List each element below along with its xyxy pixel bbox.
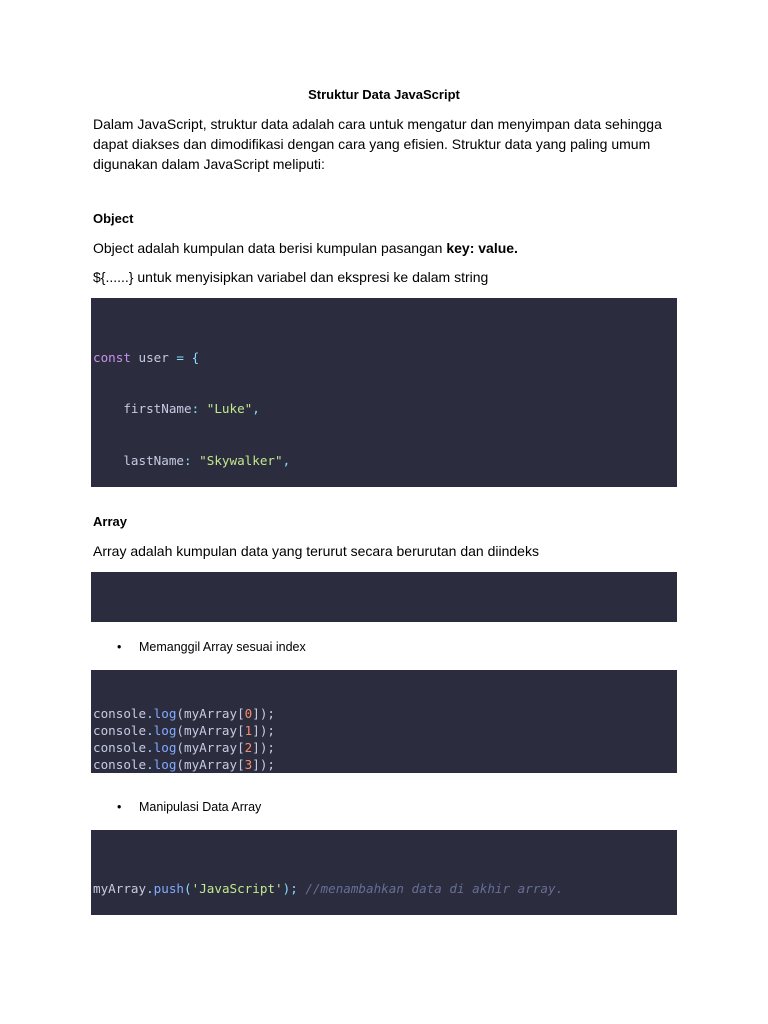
bullet-text: Manipulasi Data Array <box>139 800 262 814</box>
code-line <box>91 400 677 417</box>
code-token: log <box>153 740 177 756</box>
code-token: . <box>146 880 154 896</box>
code-token: , <box>282 453 291 469</box>
code-token: . <box>146 757 154 773</box>
code-token: 2 <box>244 740 253 756</box>
code-token: 'JavaScript' <box>191 880 283 896</box>
code-line <box>91 705 677 722</box>
code-token: "Skywalker" <box>199 453 283 469</box>
array-index-code-block <box>91 670 677 773</box>
code-token: "Luke" <box>206 401 253 417</box>
object-description <box>93 238 673 258</box>
code-token: log <box>153 722 177 738</box>
code-token: , <box>252 401 260 417</box>
code-token: console <box>93 722 147 738</box>
array-code-block <box>91 572 677 622</box>
document-title: Struktur Data JavaScript <box>308 87 460 102</box>
code-token: 3 <box>244 757 253 773</box>
template-literal-note: ${......} untuk menyisipkan variabel dan ekspresi ke dalam string <box>93 269 489 285</box>
code-line <box>91 756 677 773</box>
object-heading: Object <box>93 211 134 226</box>
code-token: ]); <box>252 740 276 756</box>
array-heading: Array <box>93 514 127 529</box>
code-line <box>91 349 677 366</box>
code-token: lastName <box>93 453 184 469</box>
code-token: log <box>153 757 177 773</box>
code-token: console <box>93 740 147 756</box>
code-line <box>91 722 677 739</box>
bullet-array-manipulation <box>117 800 261 814</box>
code-token: . <box>146 705 154 721</box>
code-token: console <box>93 757 147 773</box>
code-token: firstName <box>93 401 192 417</box>
code-token: (myArray[ <box>176 722 245 738</box>
code-line <box>91 880 677 897</box>
code-token: const <box>93 349 131 365</box>
code-token: : <box>184 453 200 469</box>
array-manipulation-code-block <box>91 830 677 915</box>
code-token: 1 <box>244 722 253 738</box>
code-token: : <box>191 401 207 417</box>
intro-paragraph: Dalam JavaScript, struktur data adalah cara untuk mengatur dan menyimpan data sehingga dapat diakses dan dimodifikasi dengan cara yang efisien. Struktur data yang paling umum digunakan dalam JavaScript meliputi: <box>93 116 662 172</box>
code-token: log <box>153 705 177 721</box>
code-token: //menambahkan data di akhir array. <box>305 880 564 896</box>
code-token: console <box>93 705 147 721</box>
code-token: ( <box>184 880 192 896</box>
code-token: . <box>146 722 154 738</box>
bullet-dot: • <box>117 640 122 654</box>
array-description: Array adalah kumpulan data yang terurut secara berurutan dan diindeks <box>93 543 539 559</box>
code-lines <box>91 705 677 773</box>
bullet-array-index <box>117 640 306 654</box>
code-line <box>91 739 677 756</box>
code-token: = { <box>176 349 200 365</box>
code-token: (myArray[ <box>176 705 245 721</box>
object-description-bold: key: value. <box>446 240 518 256</box>
code-token: (myArray[ <box>176 757 245 773</box>
object-code-block <box>91 298 677 487</box>
code-token: (myArray[ <box>176 740 245 756</box>
code-token: . <box>146 740 154 756</box>
code-token: user <box>130 349 177 365</box>
code-token: ]); <box>252 757 276 773</box>
bullet-dot: • <box>117 800 122 814</box>
code-token: 0 <box>244 705 253 721</box>
code-token: ); <box>282 880 306 896</box>
object-description-text: Object adalah kumpulan data berisi kumpulan pasangan <box>93 240 447 256</box>
code-token: ]); <box>252 722 276 738</box>
code-token: myArray <box>93 880 147 896</box>
code-token: ]); <box>252 705 276 721</box>
code-line <box>91 452 677 469</box>
code-token: push <box>153 880 185 896</box>
bullet-text: Memanggil Array sesuai index <box>139 640 306 654</box>
